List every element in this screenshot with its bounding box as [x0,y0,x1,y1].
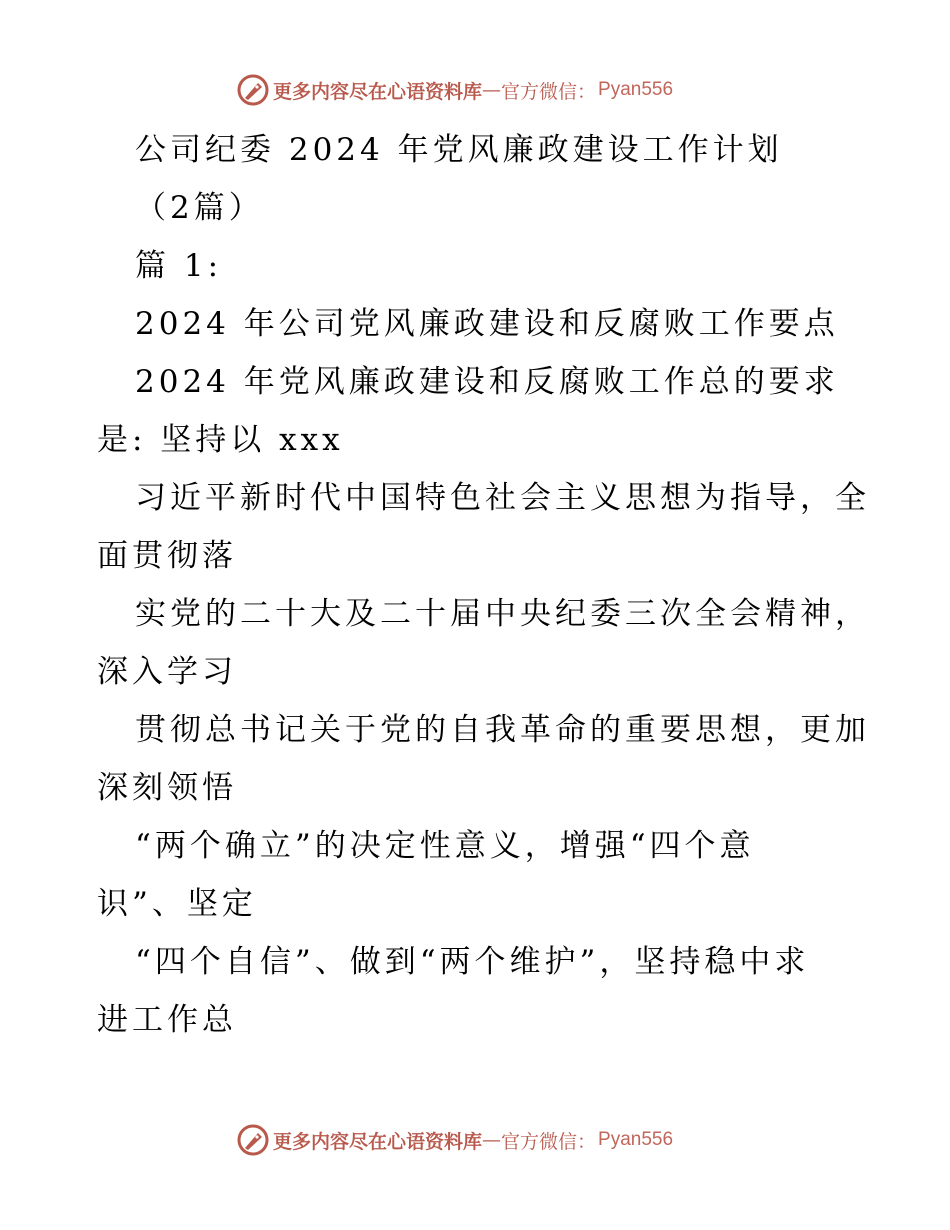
banner-dash: — [482,79,502,101]
paragraph-line: 是: 坚持以 xxx [97,422,344,458]
paragraph-line: 深入学习 [97,654,237,690]
paragraph-line: 习近平新时代中国特色社会主义思想为指导，全 [135,480,870,516]
paragraph-line: 进工作总 [97,1002,237,1038]
paragraph-line: 面贯彻落 [97,538,237,574]
footer-watermark-banner [236,1122,716,1158]
document-title: 公司纪委 2024 年党风廉政建设工作计划 [135,132,783,168]
paragraph-line: “两个确立”的决定性意义，增强“四个意 [135,828,755,864]
pen-nib-logo-icon [236,73,270,107]
paragraph-line: 深刻领悟 [97,770,237,806]
wechat-id: Pyan556 [598,79,674,100]
banner-dash: — [482,1129,502,1151]
wechat-id: Pyan556 [598,1129,674,1150]
paragraph-line: 识”、坚定 [97,886,257,922]
paragraph-line: 贯彻总书记关于党的自我革命的重要思想，更加 [135,712,870,748]
pen-nib-logo-icon [236,1123,270,1157]
wechat-label: 官方微信： [501,1130,597,1153]
header-watermark-banner [236,72,716,108]
site-name-text: 更多内容尽在心语资料库 [273,1130,483,1153]
site-name-text: 更多内容尽在心语资料库 [273,80,483,103]
wechat-label: 官方微信： [501,80,597,103]
section-title: 2024 年公司党风廉政建设和反腐败工作要点 [135,306,839,342]
paragraph-line: 2024 年党风廉政建设和反腐败工作总的要求 [135,364,839,400]
paragraph-line: “四个自信”、做到“两个维护”，坚持稳中求 [135,944,810,980]
document-subtitle: （2篇） [135,190,264,226]
section-heading: 篇 1: [135,248,223,284]
paragraph-line: 实党的二十大及二十届中央纪委三次全会精神， [135,596,870,632]
